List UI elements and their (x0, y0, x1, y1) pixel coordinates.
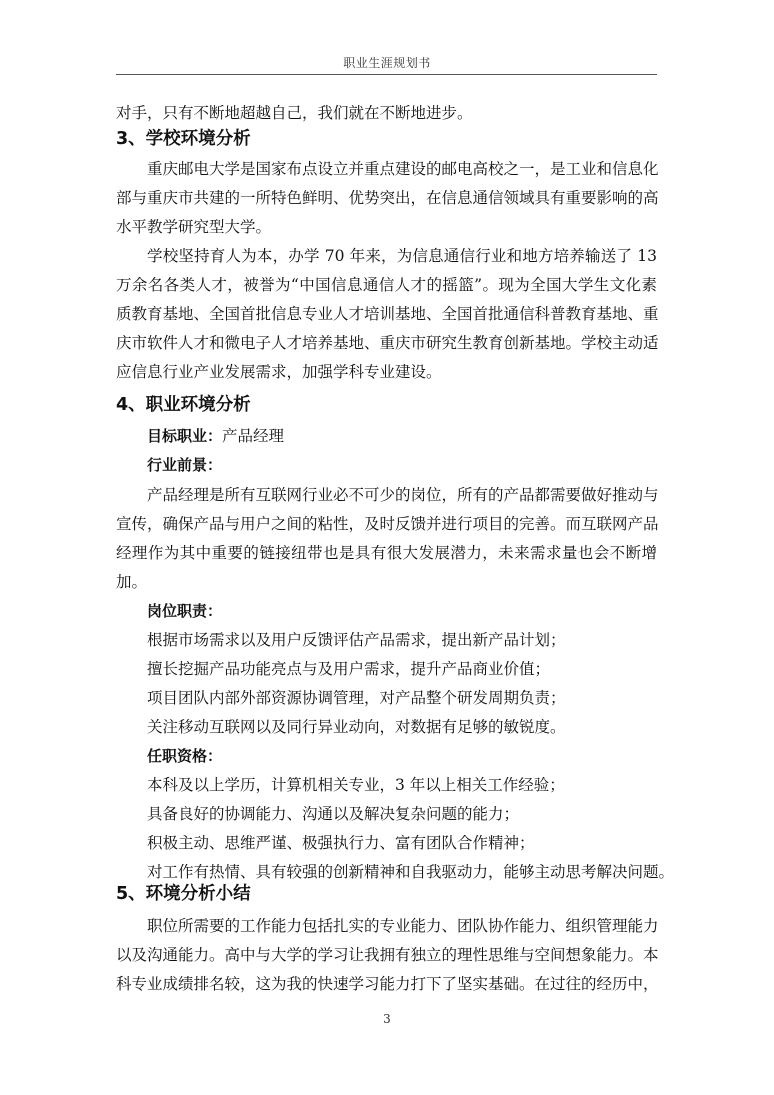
duty-item: 关注移动互联网以及同行异业动向，对数据有足够的敏锐度。 (147, 718, 566, 736)
section-3-p2-line-1: 学校坚持育人为本，办学 70 年来，为信息通信行业和地方培养输送了 13 (147, 247, 657, 265)
header-rule (116, 74, 657, 75)
prospect-line-1: 产品经理是所有互联网行业必不可少的岗位，所有的产品都需要做好推动与 (147, 486, 659, 504)
section-3-p2-line-3: 质教育基地、全国首批信息专业人才培训基地、全国首批通信科普教育基地、重 (116, 305, 659, 323)
qualification-item: 对工作有热情、具有较强的创新精神和自我驱动力，能够主动思考解决问题。 (147, 863, 675, 881)
target-job-label: 目标职业： (147, 427, 223, 445)
duty-item: 根据市场需求以及用户反馈评估产品需求，提出新产品计划； (147, 631, 566, 649)
section-3-heading: 3、学校环境分析 (116, 129, 251, 149)
section-5-heading: 5、环境分析小结 (116, 884, 251, 904)
qualification-item: 本科及以上学历，计算机相关专业，3 年以上相关工作经验； (147, 776, 565, 794)
prospect-label: 行业前景： (147, 456, 223, 474)
continuation-line: 对手，只有不断地超越自己，我们就在不断地进步。 (116, 104, 473, 122)
duty-item: 擅长挖掘产品功能亮点与及用户需求，提升产品商业价值； (147, 660, 551, 678)
section-5-line-1: 职位所需要的工作能力包括扎实的专业能力、团队协作能力、组织管理能力 (147, 917, 659, 935)
section-3-p1-line-3: 水平教学研究型大学。 (116, 218, 272, 236)
target-job-line (147, 425, 284, 447)
prospect-line-4: 加。 (116, 573, 148, 591)
target-job-value: 产品经理 (222, 427, 285, 445)
running-header: 职业生涯规划书 (343, 56, 431, 70)
section-3-p2-line-4: 庆市软件人才和微电子人才培养基地、重庆市研究生教育创新基地。学校主动适 (116, 334, 659, 352)
qualification-item: 具备良好的协调能力、沟通以及解决复杂问题的能力； (147, 805, 520, 823)
section-5-line-2: 以及沟通能力。高中与大学的学习让我拥有独立的理性思维与空间想象能力。本 (116, 946, 659, 964)
page-number: 3 (383, 1012, 391, 1026)
section-5-line-3: 科专业成绩排名较，这为我的快速学习能力打下了坚实基础。在过往的经历中， (116, 975, 659, 993)
section-3-p2-line-2: 万余名各类人才，被誉为“中国信息通信人才的摇篮”。现为全国大学生文化素 (116, 276, 657, 294)
section-3-p1-line-2: 部与重庆市共建的一所特色鲜明、优势突出，在信息通信领域具有重要影响的高 (116, 189, 659, 207)
qualification-item: 积极主动、思维严谨、极强执行力、富有团队合作精神； (147, 834, 535, 852)
duty-item: 项目团队内部外部资源协调管理，对产品整个研发周期负责； (147, 689, 566, 707)
qualifications-label: 任职资格： (147, 747, 223, 765)
section-3-p1-line-1: 重庆邮电大学是国家布点设立并重点建设的邮电高校之一，是工业和信息化 (147, 160, 659, 178)
duties-label: 岗位职责： (147, 602, 223, 620)
section-3-p2-line-5: 应信息行业产业发展需求，加强学科专业建设。 (116, 363, 442, 381)
prospect-line-2: 宣传，确保产品与用户之间的粘性，及时反馈并进行项目的完善。而互联网产品 (116, 515, 659, 533)
prospect-line-3: 经理作为其中重要的链接纽带也是具有很大发展潜力，未来需求量也会不断增 (116, 544, 657, 562)
section-4-heading: 4、职业环境分析 (116, 395, 251, 415)
